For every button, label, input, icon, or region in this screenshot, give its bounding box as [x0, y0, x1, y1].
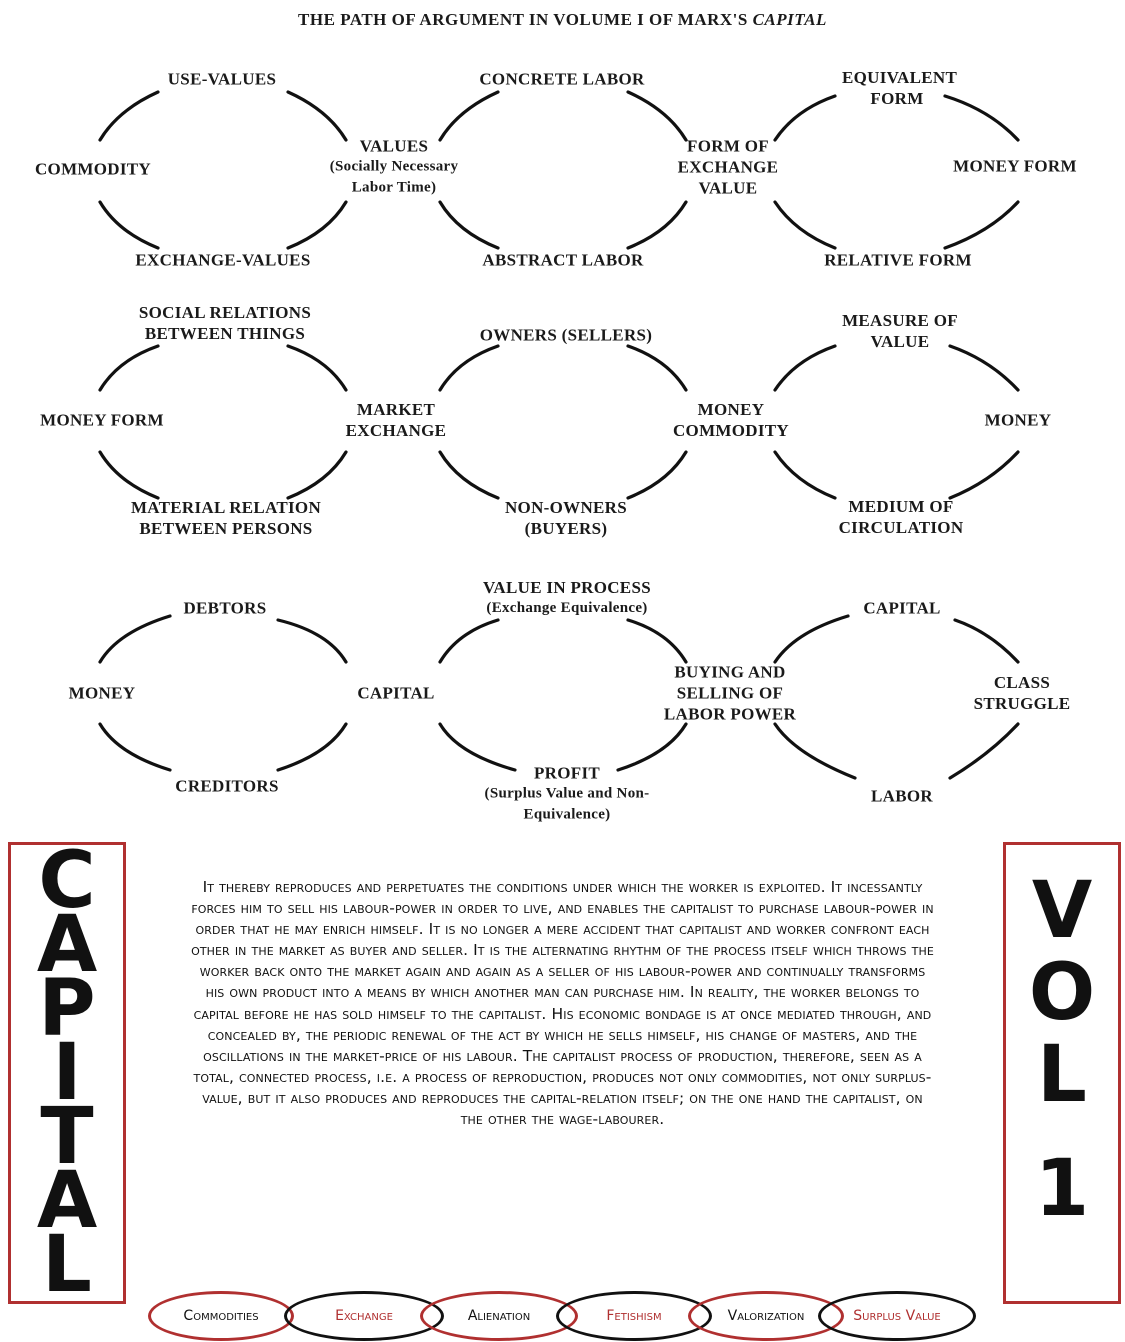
- arc: [628, 346, 686, 390]
- side-letter: O: [1028, 948, 1096, 1038]
- label-debtors: DEBTORS: [183, 598, 267, 618]
- label-money-commodity: MONEY COMMODITY: [672, 400, 790, 440]
- label-profit: [482, 763, 652, 826]
- arc: [100, 616, 170, 662]
- arc: [100, 202, 158, 248]
- title-main: THE PATH OF ARGUMENT IN VOLUME I OF MARX'S: [298, 10, 748, 29]
- arc: [440, 452, 498, 498]
- label-equivalent-form: EQUIVALENT FORM: [842, 68, 958, 108]
- side-letter: L: [1037, 1030, 1087, 1120]
- arc: [440, 92, 498, 140]
- arc: [288, 346, 346, 390]
- label-abstract-labor: ABSTRACT LABOR: [482, 250, 644, 270]
- arc: [440, 202, 498, 248]
- label-social-relations: SOCIAL RELATIONS BETWEEN THINGS: [138, 303, 312, 343]
- label-measure-of-value: MEASURE OF VALUE: [842, 311, 958, 351]
- label-profit-sub: (Surplus Value and Non-Equivalence): [484, 785, 650, 823]
- vol-letters: [1006, 845, 1118, 1239]
- arc: [775, 96, 835, 140]
- arc: [440, 620, 498, 662]
- pill-commodities: Commodities: [148, 1291, 294, 1341]
- label-commodity: COMMODITY: [34, 159, 152, 179]
- label-values-sub: (Socially Necessary Labor Time): [329, 158, 459, 196]
- arc: [945, 96, 1018, 140]
- label-concrete-labor: CONCRETE LABOR: [479, 69, 645, 89]
- arc: [775, 346, 835, 390]
- label-market-exchange: MARKET EXCHANGE: [345, 400, 447, 440]
- pill-exchange: Exchange: [284, 1291, 444, 1341]
- capital-quote: It thereby reproduces and perpetuates the conditions under which the worker is exploited. It incessantly forces him to sell his labour-power in order to live, and enables the capitalist to purchase labour-power in order that he may enrich himself. It is no longer a mere accident that capitalist and worker confront each other in the market as buyer and seller. It is the alternating rhythm of the process itself which throws the worker back onto the market again and again as a seller of his labour-power and continually transforms his own product into a means by which another man can purchase him. In reality, the worker belongs to capital before he has sold himself to the capitalist. His economic bondage is at once mediated through, and concealed by, the periodic renewal of the act by which he sells himself, his change of masters, and the oscillations in the market-price of his labour. The capitalist process of production, therefore, seen as a total, connected process, i.e. a process of reproduction, produces not only commodities, not only surplus-value, but it also produces and reproduces the capital-relation itself; on the one hand the capitalist, on the other the wage-labourer.: [191, 878, 934, 1129]
- label-exchange-values: EXCHANGE-VALUES: [135, 250, 311, 270]
- pill-valorization: Valorization: [688, 1291, 844, 1341]
- side-letter: A: [36, 900, 98, 990]
- side-letter: A: [36, 1156, 98, 1246]
- label-class-struggle: CLASS STRUGGLE: [973, 673, 1071, 713]
- arc: [288, 452, 346, 498]
- capital-side-box: [8, 836, 126, 1310]
- arc: [955, 620, 1018, 662]
- title-italic: CAPITAL: [752, 10, 827, 29]
- arc: [100, 724, 170, 770]
- side-letter: T: [40, 1092, 94, 1182]
- arc: [775, 452, 835, 498]
- pill-surplus-value: Surplus Value: [818, 1291, 976, 1341]
- capital-letters: [11, 836, 123, 1310]
- label-material-relation: MATERIAL RELATION BETWEEN PERSONS: [130, 498, 322, 538]
- arc: [775, 724, 855, 778]
- arc: [440, 346, 498, 390]
- label-form-of-exchange-value: FORM OF EXCHANGE VALUE: [677, 136, 779, 198]
- label-money-form-1: MONEY FORM: [953, 156, 1077, 176]
- label-medium-of-circulation: MEDIUM OF CIRCULATION: [838, 497, 964, 537]
- arc: [288, 92, 346, 140]
- label-values-main: VALUES: [359, 136, 429, 156]
- arc: [100, 92, 158, 140]
- label-non-owners: NON-OWNERS (BUYERS): [504, 498, 627, 538]
- arc: [950, 452, 1018, 498]
- arc: [945, 202, 1018, 248]
- arc: [100, 346, 158, 390]
- arc: [288, 202, 346, 248]
- arc: [628, 92, 686, 140]
- label-values: [309, 136, 479, 199]
- side-letter: P: [38, 964, 96, 1054]
- label-value-in-process-main: VALUE IN PROCESS: [483, 578, 651, 597]
- arc: [950, 724, 1018, 778]
- label-profit-main: PROFIT: [533, 763, 601, 783]
- label-money-2: MONEY: [984, 410, 1052, 430]
- label-labor: LABOR: [871, 786, 933, 806]
- label-value-in-process-sub: (Exchange Equivalence): [486, 600, 648, 616]
- arc: [278, 724, 346, 770]
- label-capital-center: CAPITAL: [357, 683, 435, 703]
- label-capital-right: CAPITAL: [863, 598, 941, 618]
- arc: [950, 346, 1018, 390]
- side-letter: V: [1031, 866, 1093, 956]
- side-letter: I: [52, 1028, 82, 1118]
- arc: [628, 620, 686, 662]
- label-value-in-process: [447, 577, 687, 619]
- side-letter: L: [42, 1220, 92, 1310]
- arc: [278, 620, 346, 662]
- arc: [628, 452, 686, 498]
- vol-side-box: [1003, 842, 1121, 1304]
- arc: [775, 202, 835, 248]
- arc: [100, 452, 158, 498]
- label-creditors: CREDITORS: [175, 776, 279, 796]
- label-relative-form: RELATIVE FORM: [824, 250, 972, 270]
- side-letter: C: [38, 836, 96, 926]
- label-money-form-2: MONEY FORM: [40, 410, 164, 430]
- label-money-3: MONEY: [68, 683, 136, 703]
- arc: [775, 616, 848, 662]
- arc: [628, 202, 686, 248]
- label-buying-selling-labor-power: BUYING AND SELLING OF LABOR POWER: [663, 662, 797, 724]
- side-letter: 1: [1034, 1144, 1090, 1234]
- pill-alienation: Alienation: [420, 1291, 578, 1341]
- label-owners: OWNERS (SELLERS): [479, 325, 653, 345]
- label-use-values: USE-VALUES: [167, 69, 277, 89]
- pill-fetishism: Fetishism: [556, 1291, 712, 1341]
